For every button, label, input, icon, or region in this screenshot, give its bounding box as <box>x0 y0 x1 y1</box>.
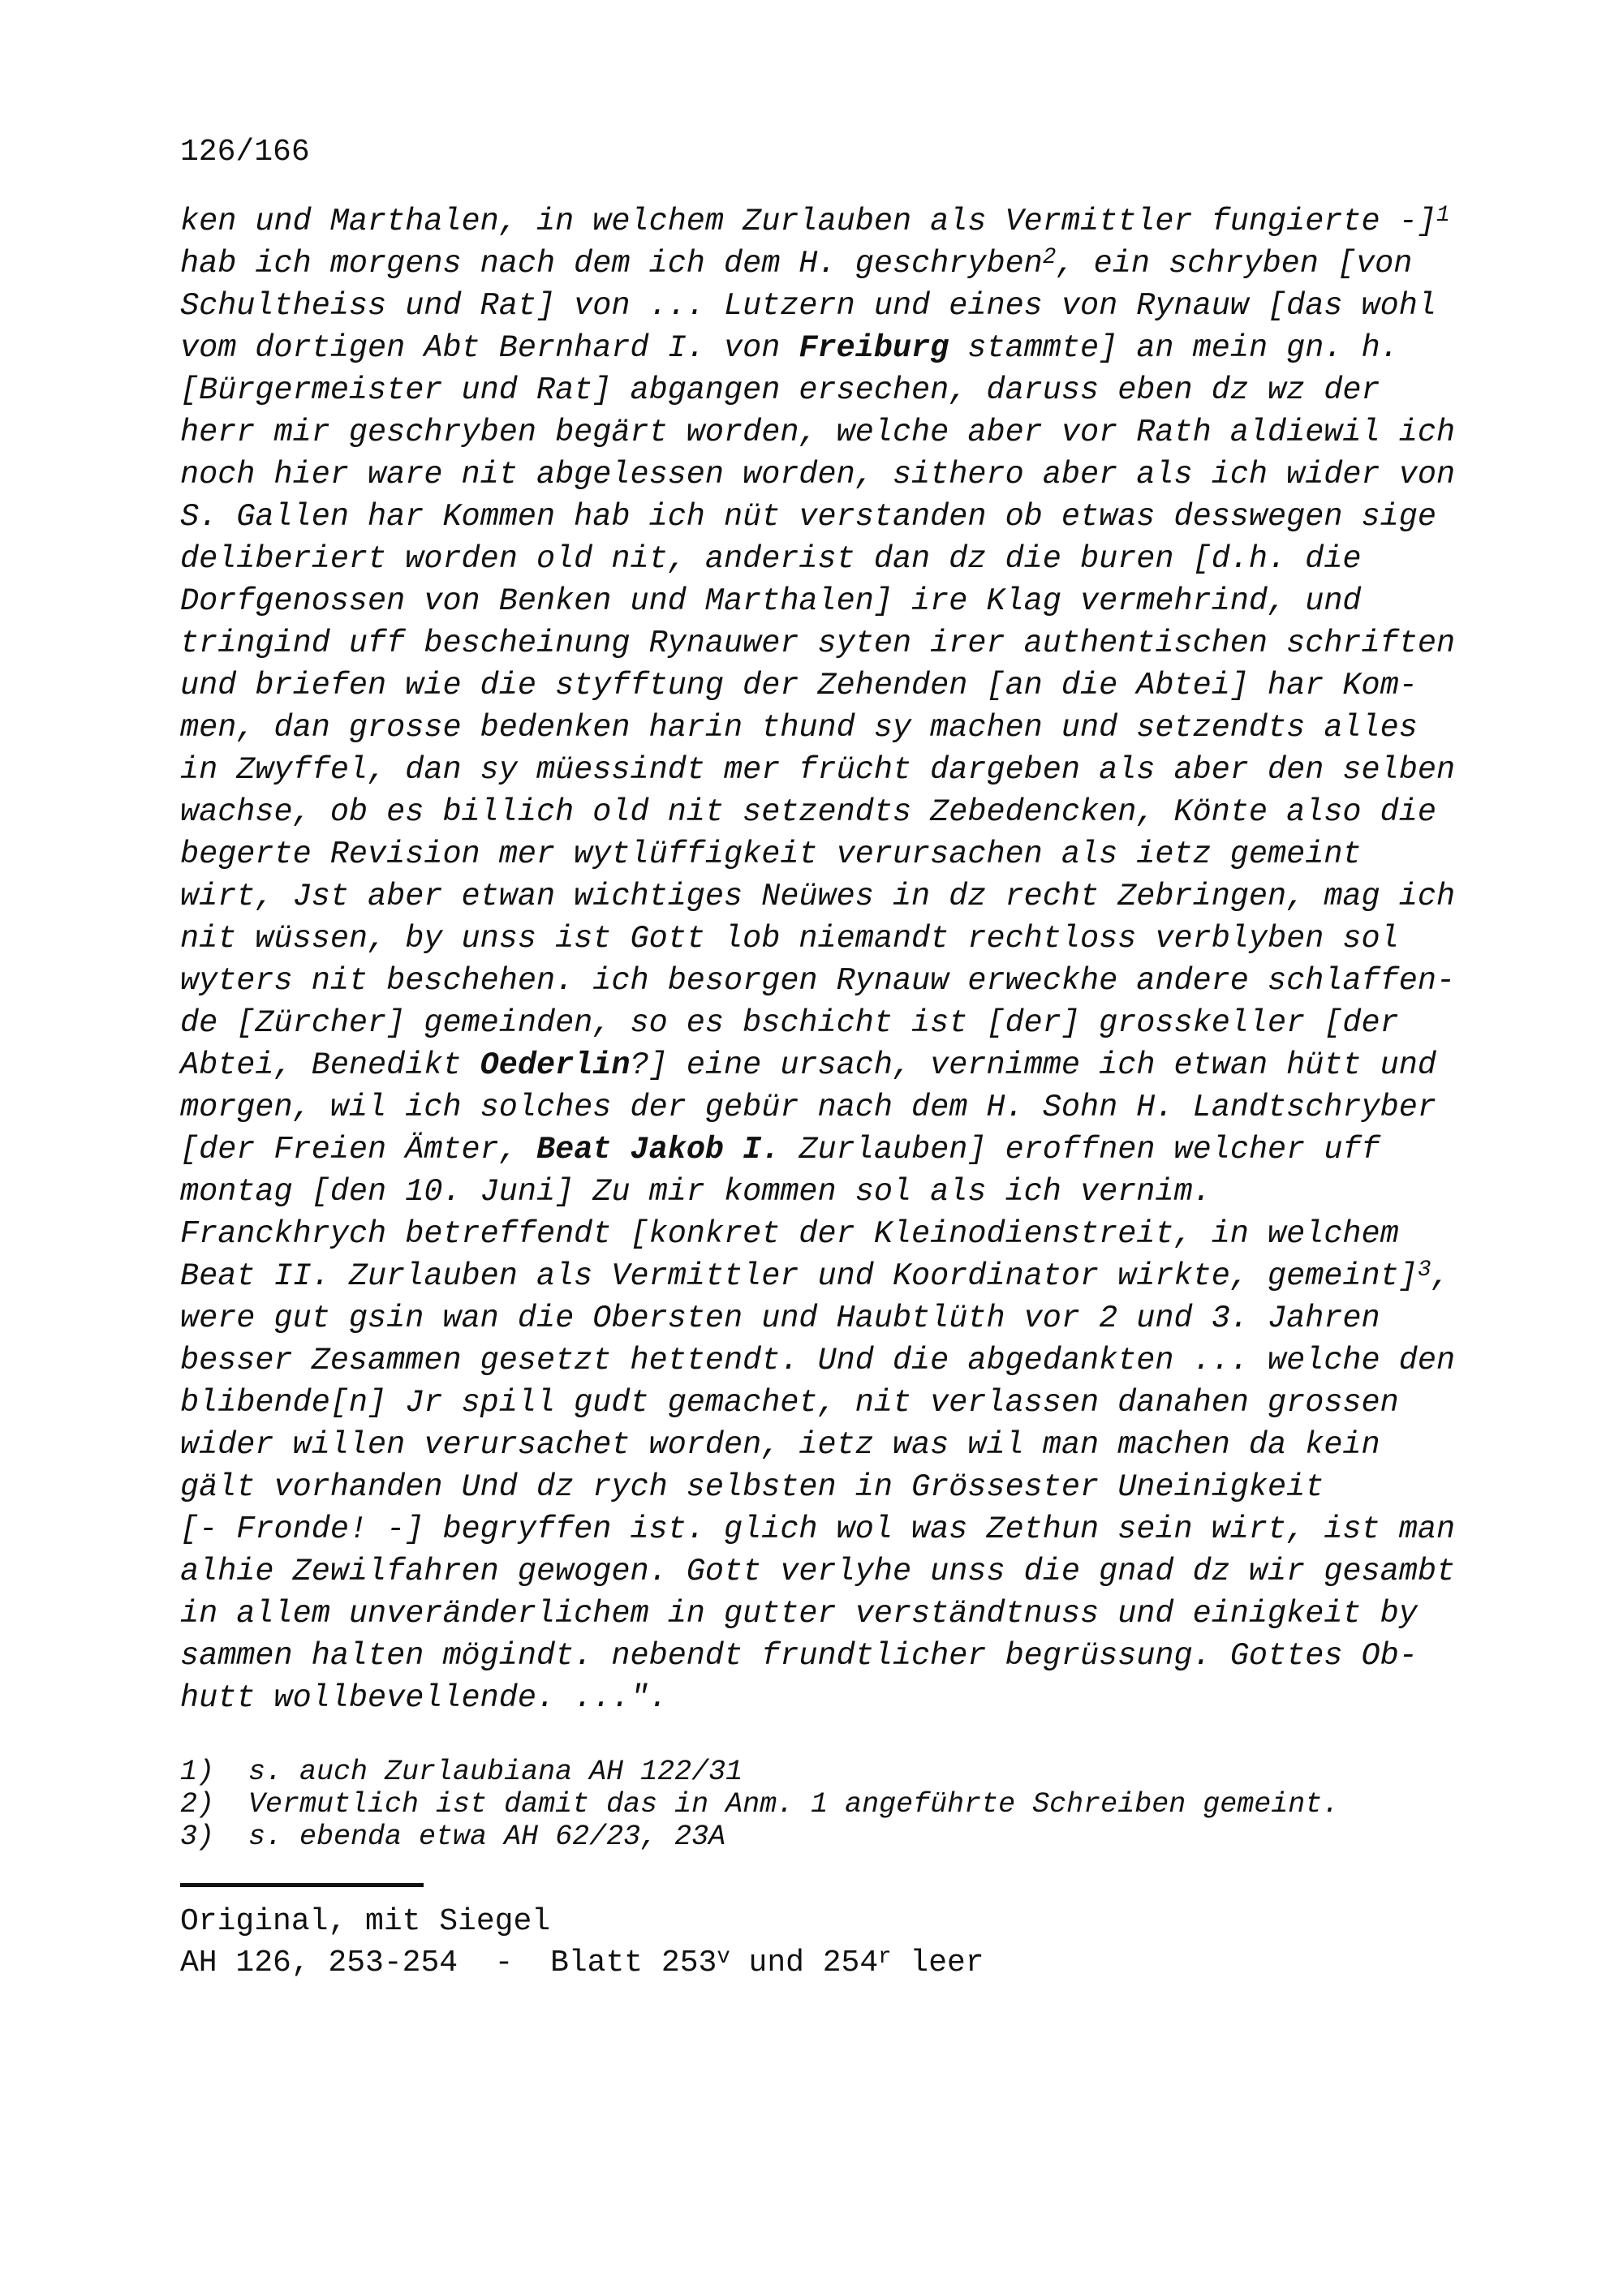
body-line <box>180 411 1455 454</box>
body-line <box>180 1382 1455 1424</box>
body-line <box>180 1339 1455 1382</box>
body-line <box>180 918 1455 960</box>
body-line <box>180 833 1455 875</box>
bold-name: Beat Jakob I. <box>536 1132 781 1167</box>
body-line <box>180 1508 1455 1550</box>
text-segment: herr mir geschryben begärt worden, welche aber vor Rath aldiewil ich <box>180 415 1456 450</box>
body-line <box>180 1171 1455 1213</box>
bold-name: Freiburg <box>799 330 949 366</box>
text-segment: Original, mit Siegel <box>180 1904 551 1939</box>
body-line <box>180 1466 1455 1508</box>
footnote-reference-superscript: 2 <box>1042 245 1057 271</box>
text-segment: wider willen verursachet worden, ietz was wil man machen da kein <box>180 1427 1380 1463</box>
text-segment: alhie Zewilfahren gewogen. Gott verlyhe unss die gnad dz wir gesambt <box>180 1554 1456 1589</box>
body-line <box>180 1297 1455 1339</box>
text-segment: und 254 <box>730 1946 879 1980</box>
text-segment: AH 126, 253-254 - Blatt 253 <box>180 1946 717 1980</box>
body-line <box>180 1635 1455 1677</box>
text-segment: in Zwyffel, dan sy müessindt mer frücht dargeben als aber den selben <box>180 752 1456 788</box>
text-segment: S. Gallen har Kommen hab ich nüt verstanden ob etwas desswegen sige <box>180 499 1436 535</box>
text-segment: Franckhrych betreffendt [konkret der Kleinodienstreit, in welchem <box>180 1216 1399 1252</box>
body-line <box>180 1213 1455 1255</box>
text-segment: leer <box>891 1946 984 1980</box>
body-line <box>180 454 1455 496</box>
text-segment: Beat II. Zurlauben als Vermittler und Koordinator wirkte, gemeint] <box>180 1258 1418 1294</box>
text-segment: [Bürgermeister und Rat] abgangen ersechen, daruss eben dz wz der <box>180 372 1380 408</box>
colophon <box>180 1901 984 1984</box>
text-segment: 1) s. auch Zurlaubiana AH 122/31 <box>180 1756 743 1788</box>
text-segment: stammte] an mein gn. h. <box>949 330 1399 366</box>
body-line <box>180 960 1455 1002</box>
body-line <box>180 1255 1455 1297</box>
body-line <box>180 1550 1455 1593</box>
footnote-reference-superscript: v <box>717 1944 730 1970</box>
page-number: 126/166 <box>180 135 310 170</box>
text-segment: 3) s. ebenda etwa AH 62/23, 23A <box>180 1821 726 1853</box>
body-line <box>180 664 1455 707</box>
text-segment: begerte Revision mer wytlüffigkeit verursachen als ietz gemeint <box>180 836 1362 872</box>
body-line <box>180 369 1455 411</box>
body-line <box>180 1086 1455 1129</box>
footnote-line <box>180 1788 1339 1821</box>
separator-rule <box>180 1883 424 1887</box>
body-line <box>180 1593 1455 1635</box>
footnote-line <box>180 1821 1339 1853</box>
text-segment: , ein schryben [von <box>1056 246 1413 282</box>
text-segment: nit wüssen, by unss ist Gott lob niemandt rechtloss verblyben sol <box>180 921 1399 957</box>
text-segment: wyters nit beschehen. ich besorgen Rynauw erweckhe andere schlaffen- <box>180 963 1456 999</box>
colophon-line <box>180 1942 984 1984</box>
footnote-line <box>180 1756 1339 1788</box>
text-segment: hutt wollbevellende. ...". <box>180 1680 668 1716</box>
text-segment: hab ich morgens nach dem ich dem H. geschryben <box>180 246 1043 282</box>
text-segment: und briefen wie die styfftung der Zehenden [an die Abtei] har Kom- <box>180 668 1418 703</box>
text-segment: wirt, Jst aber etwan wichtiges Neüwes in dz recht Zebringen, mag ich <box>180 879 1456 914</box>
body-line <box>180 538 1455 580</box>
body-line <box>180 285 1455 327</box>
footnotes <box>180 1756 1339 1853</box>
body-line <box>180 875 1455 918</box>
text-segment: deliberiert worden old nit, anderist dan dz die buren [d.h. die <box>180 541 1362 577</box>
body-line <box>180 327 1455 369</box>
body-line <box>180 1044 1455 1086</box>
text-segment: tringind uff bescheinung Rynauwer syten irer authentischen schriften <box>180 626 1456 661</box>
colophon-line <box>180 1901 984 1942</box>
text-segment: blibende[n] Jr spill gudt gemachet, nit verlassen danahen grossen <box>180 1385 1399 1421</box>
text-segment: Schultheiss und Rat] von ... Lutzern und eines von Rynauw [das wohl <box>180 288 1436 324</box>
text-segment: [der Freien Ämter, <box>180 1132 536 1167</box>
text-segment: de [Zürcher] gemeinden, so es bschicht ist [der] grosskeller [der <box>180 1005 1399 1041</box>
body-line <box>180 200 1455 243</box>
text-segment: [- Fronde! -] begryffen ist. glich wol was Zethun sein wirt, ist man <box>180 1511 1456 1547</box>
text-segment: in allem unveränderlichem in gutter verständtnuss und einigkeit by <box>180 1596 1418 1632</box>
body-line <box>180 1424 1455 1466</box>
text-segment: Abtei, Benedikt <box>180 1047 480 1083</box>
letter-transcription <box>180 200 1455 1719</box>
bold-name: Oederlin <box>480 1047 631 1083</box>
text-segment: noch hier ware nit abgelessen worden, sithero aber als ich wider von <box>180 457 1456 492</box>
body-line <box>180 707 1455 749</box>
body-line <box>180 622 1455 664</box>
text-segment: wachse, ob es billich old nit setzendts Zebedencken, Könte also die <box>180 794 1436 830</box>
text-segment: sammen halten mögindt. nebendt frundtlicher begrüssung. Gottes Ob- <box>180 1638 1418 1674</box>
text-segment: gält vorhanden Und dz rych selbsten in Grössester Uneinigkeit <box>180 1469 1324 1505</box>
body-line <box>180 496 1455 538</box>
text-segment: Zurlauben] eroffnen welcher uff <box>780 1132 1380 1167</box>
text-segment: , <box>1431 1258 1450 1294</box>
text-segment: Dorfgenossen von Benken und Marthalen] ire Klag vermehrind, und <box>180 583 1362 619</box>
body-line <box>180 1002 1455 1044</box>
text-segment: montag [den 10. Juni] Zu mir kommen sol als ich vernim. <box>180 1174 1212 1210</box>
text-segment: besser Zesammen gesetzt hettendt. Und die abgedankten ... welche den <box>180 1343 1456 1378</box>
text-segment: were gut gsin wan die Obersten und Haubtlüth vor 2 und 3. Jahren <box>180 1301 1380 1336</box>
footnote-reference-superscript: r <box>878 1944 892 1970</box>
footnote-reference-superscript: 1 <box>1436 203 1450 229</box>
text-segment: ?] eine ursach, vernimme ich etwan hütt und <box>630 1047 1436 1083</box>
body-line <box>180 749 1455 791</box>
text-segment: ken und Marthalen, in welchem Zurlauben als Vermittler fungierte -] <box>180 204 1436 239</box>
body-line <box>180 791 1455 833</box>
footnote-reference-superscript: 3 <box>1417 1258 1431 1283</box>
text-segment: 2) Vermutlich ist damit das in Anm. 1 angeführte Schreiben gemeint. <box>180 1788 1340 1821</box>
body-line <box>180 1677 1455 1719</box>
text-segment: morgen, wil ich solches der gebür nach dem H. Sohn H. Landtschryber <box>180 1090 1436 1125</box>
body-line <box>180 1129 1455 1171</box>
text-segment: vom dortigen Abt Bernhard I. von <box>180 330 799 366</box>
body-line <box>180 243 1455 285</box>
body-line <box>180 580 1455 622</box>
text-segment: men, dan grosse bedenken harin thund sy machen und setzendts alles <box>180 710 1418 746</box>
